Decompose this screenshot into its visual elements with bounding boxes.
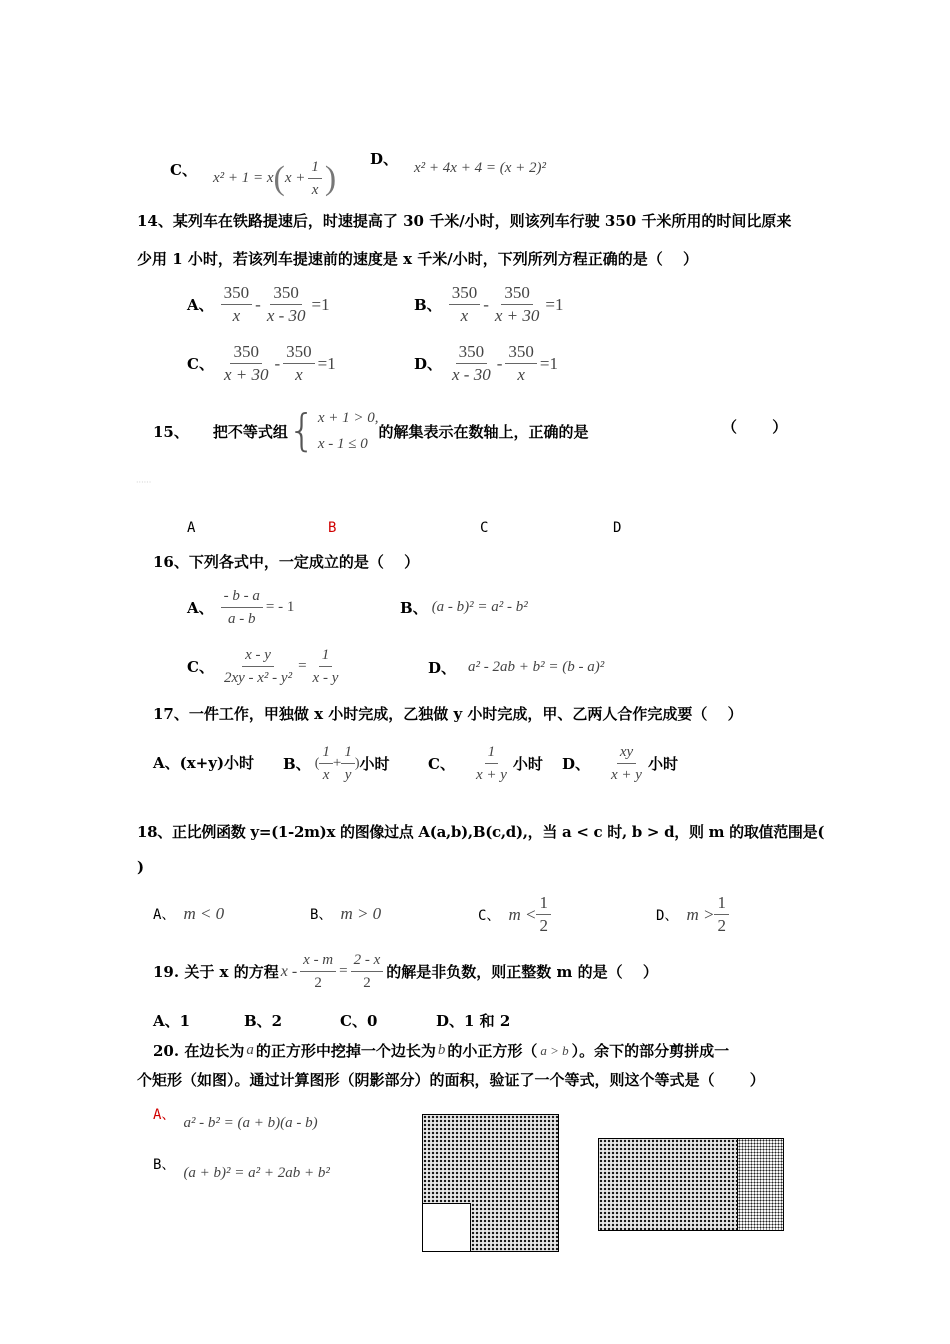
q13-d-expr: x² + 4x + 4 = (x + 2)² [414, 160, 546, 176]
q14-a-d1: x [232, 306, 241, 325]
q13-c-expr-inner: x + [284, 170, 306, 186]
q14-d-d2: x [517, 365, 525, 384]
q16-a-rhs: = - 1 [265, 599, 295, 615]
q14-option-c [187, 341, 336, 386]
q16-c-frac1 [221, 644, 295, 689]
q15-option-b: B [328, 520, 337, 536]
q18-c-label: C、 [478, 907, 501, 924]
q20-b-expr: (a + b)² = a² + 2ab + b² [183, 1165, 330, 1181]
q14-b-d1: x [460, 306, 469, 325]
q15-option-d: D [613, 520, 622, 536]
q14-option-d [414, 341, 558, 386]
q14-b-label: B、 [414, 296, 442, 314]
q18-option-d [656, 892, 729, 937]
q17-option-b [283, 741, 390, 786]
q18-d-den: 2 [717, 916, 726, 935]
q20-a-expr: a² - b² = (a + b)(a - b) [183, 1115, 318, 1131]
q20-var-a: a [246, 1042, 254, 1058]
q16-option-c [187, 644, 344, 689]
q13-c-fraction [308, 156, 322, 201]
q17-b-frac2 [341, 741, 355, 786]
q20-line1-a: 20. 在边长为 [153, 1042, 245, 1060]
q15-option-c: C [480, 520, 489, 536]
q14-d-n2: 350 [505, 341, 537, 364]
q18-b-label: B、 [310, 907, 333, 923]
q14-a-frac2 [264, 282, 309, 327]
q16-option-a [187, 585, 294, 630]
q19-stem [153, 949, 658, 994]
q16-d-label: D、 [428, 659, 457, 677]
q14-c-d1: x + 30 [223, 365, 269, 384]
q14-c-rhs: =1 [317, 353, 336, 373]
q18-d-frac [714, 892, 729, 937]
q17-b-f1n: 1 [319, 741, 333, 764]
q19-option-d: D、1 和 2 [436, 1012, 511, 1030]
q15-stem [153, 405, 589, 457]
q19-expr: x - [280, 962, 298, 980]
q16-a-den: a - b [228, 611, 256, 627]
q17-option-c [428, 741, 543, 786]
q14-a-n1: 350 [221, 282, 253, 305]
q20-cond: a > b [540, 1042, 569, 1058]
q19-f2n: 2 - x [351, 949, 384, 972]
q15-ineq2: x - 1 ≤ 0 [317, 436, 368, 452]
q17-b-paren-open: ( [314, 755, 320, 771]
q17-d-frac [608, 741, 645, 786]
rectangle-figure-main [598, 1138, 739, 1231]
q15-inequalities [318, 405, 379, 457]
q17-option-d [562, 741, 678, 786]
q14-c-frac1 [221, 341, 272, 386]
q14-b-rhs: =1 [545, 294, 564, 314]
q13-option-d [370, 140, 546, 177]
q14-line1: 14、某列车在铁路提速后，时速提高了 30 千米/小时，则该列车行驶 350 千米所用的时间比原来 [137, 212, 792, 230]
q14-option-a [187, 282, 330, 327]
q14-a-rhs: =1 [311, 294, 330, 314]
q14-b-frac2 [492, 282, 543, 327]
q17-d-den: x + y [611, 767, 642, 783]
q15-number: 15、 [153, 422, 189, 441]
q15-text-after: 的解集表示在数轴上，正确的是 [378, 422, 589, 441]
q20-option-b [153, 1145, 330, 1182]
q18-option-b [310, 904, 381, 924]
q16-c-frac2 [310, 644, 342, 689]
q18-c-frac [536, 892, 551, 937]
q16-c-eq: = [298, 658, 307, 674]
q17-stem: 17、一件工作，甲独做 x 小时完成，乙独做 y 小时完成，甲、乙两人合作完成要（ ） [153, 705, 743, 723]
q18-c-den: 2 [539, 916, 548, 935]
q20-line1 [153, 1040, 729, 1061]
q15-option-a: A [187, 520, 196, 536]
q14-d-frac2 [505, 341, 537, 386]
q20-b-label: B、 [153, 1156, 176, 1173]
q19-f2d: 2 [363, 975, 371, 991]
q19-frac2 [351, 949, 384, 994]
q16-option-b [400, 597, 528, 618]
q19-f1n: x - m [300, 949, 336, 972]
q17-c-frac [473, 741, 510, 786]
q18-d-label: D、 [656, 907, 679, 924]
q17-b-unit: 小时 [359, 755, 390, 773]
q14-a-label: A、 [187, 296, 214, 314]
q16-b-label: B、 [400, 599, 428, 617]
q14-a-n2: 350 [270, 282, 302, 305]
q14-option-b [414, 282, 563, 327]
q13-c-paren-open: ( [273, 159, 285, 197]
q16-a-label: A、 [187, 599, 214, 617]
q14-c-label: C、 [187, 355, 214, 373]
q17-option-a: A、(x+y)小时 [153, 754, 255, 772]
q14-a-op: - [255, 294, 261, 314]
q17-c-num: 1 [485, 741, 499, 764]
q17-c-den: x + y [475, 767, 507, 783]
q17-b-label: B、 [283, 755, 311, 773]
q20-line1-d: ）。余下的部分剪拼成一 [571, 1042, 730, 1060]
q17-b-plus: + [332, 755, 342, 771]
q14-c-d2: x [295, 365, 303, 384]
q18-a-expr: m < 0 [183, 904, 225, 923]
q19-option-a: A、1 [153, 1012, 191, 1030]
q19-option-b: B、2 [244, 1012, 283, 1030]
q18-c-expr: m < [508, 904, 537, 924]
q17-b-frac1 [319, 741, 333, 786]
q18-a-label: A、 [153, 907, 176, 923]
q19-frac1 [300, 949, 336, 994]
q18-c-num: 1 [536, 892, 551, 915]
q13-c-expr-left: x² + 1 = x [212, 170, 274, 186]
rectangle-figure-strip [737, 1138, 784, 1231]
q15-paren: （ ） [722, 418, 788, 436]
q20-var-b: b [437, 1042, 446, 1058]
q18-option-c [478, 892, 551, 937]
q14-d-rhs: =1 [539, 353, 558, 373]
q17-d-label: D、 [562, 755, 591, 773]
q20-line2: 个矩形（如图）。通过计算图形（阴影部分）的面积，验证了一个等式，则这个等式是（ ） [137, 1071, 765, 1089]
q13-c-frac-num: 1 [308, 156, 322, 179]
q20-a-label: A、 [153, 1106, 176, 1123]
q18-d-expr: m > [686, 904, 715, 924]
q14-b-n1: 350 [449, 282, 481, 305]
q14-c-frac2 [283, 341, 315, 386]
q18-d-num: 1 [714, 892, 729, 915]
removed-small-square [422, 1203, 471, 1252]
q17-b-paren-close: ) [354, 755, 360, 771]
q19-eq: = [339, 963, 348, 979]
q16-stem: 16、下列各式中，一定成立的是（ ） [153, 553, 420, 571]
q16-c-label: C、 [187, 658, 214, 676]
q15-ineq1: x + 1 > 0, [317, 410, 379, 426]
q18-b-expr: m > 0 [340, 904, 382, 923]
q17-c-unit: 小时 [512, 755, 543, 773]
q20-line1-b: 的正方形中挖掉一个边长为 [255, 1042, 436, 1060]
q18-line1: 18、正比例函数 y=(1-2m)x 的图像过点 A(a,b),B(c,d),，当 a < c 时, b > d，则 m 的取值范围是( [137, 823, 825, 841]
q14-c-n2: 350 [283, 341, 315, 364]
q16-d-expr: a² - 2ab + b² = (b - a)² [468, 659, 605, 675]
q16-b-expr: (a - b)² = a² - b² [431, 599, 528, 615]
q16-option-d [428, 657, 604, 678]
q17-d-num: xy [617, 741, 636, 764]
q17-d-unit: 小时 [647, 755, 678, 773]
q14-a-d2: x - 30 [266, 306, 306, 325]
q16-a-num: - b - a [221, 585, 263, 608]
q17-b-f2d: y [344, 767, 352, 783]
q13-c-label: C、 [170, 161, 197, 179]
q14-b-d2: x + 30 [494, 306, 540, 325]
q14-d-label: D、 [414, 355, 443, 373]
q15-brace: { [287, 405, 316, 456]
q16-c-num2: 1 [319, 644, 333, 667]
q19-f1d: 2 [314, 975, 322, 991]
q18-line2: ) [137, 858, 145, 876]
q17-c-label: C、 [428, 755, 455, 773]
q16-a-frac [221, 585, 263, 630]
q14-d-frac1 [449, 341, 494, 386]
q14-d-n1: 350 [456, 341, 488, 364]
q18-option-a [153, 904, 224, 924]
q14-b-frac1 [449, 282, 481, 327]
q20-line1-c: 的小正方形（ [447, 1042, 538, 1060]
q20-option-a [153, 1095, 318, 1132]
q14-a-frac1 [221, 282, 253, 327]
q15-faint-mark: ······ [136, 478, 152, 487]
q15-text-before: 把不等式组 [212, 422, 288, 441]
q19-option-c: C、0 [340, 1012, 378, 1030]
q17-b-f2n: 1 [341, 741, 355, 764]
q13-c-frac-den: x [311, 182, 319, 198]
q14-line2: 少用 1 小时，若该列车提速前的速度是 x 千米/小时，下列所列方程正确的是（ ） [137, 250, 698, 268]
q16-c-den: 2xy - x² - y² [223, 670, 293, 686]
q16-c-den2: x - y [312, 670, 339, 686]
q16-c-num: x - y [242, 644, 274, 667]
q19-suffix: 的解是非负数，则正整数 m 的是（ ） [386, 963, 658, 981]
q14-d-d1: x - 30 [452, 365, 491, 384]
q14-b-n2: 350 [501, 282, 533, 305]
q17-b-f1d: x [322, 767, 330, 783]
q14-b-op: - [483, 294, 489, 314]
q13-option-c [170, 138, 336, 201]
q14-c-op: - [274, 353, 281, 373]
q19-prefix: 19. 关于 x 的方程 [153, 963, 279, 981]
q13-d-label: D、 [370, 150, 399, 168]
q13-c-paren-close: ) [324, 159, 337, 197]
q14-d-op: - [496, 353, 503, 373]
q14-c-n1: 350 [230, 341, 262, 364]
